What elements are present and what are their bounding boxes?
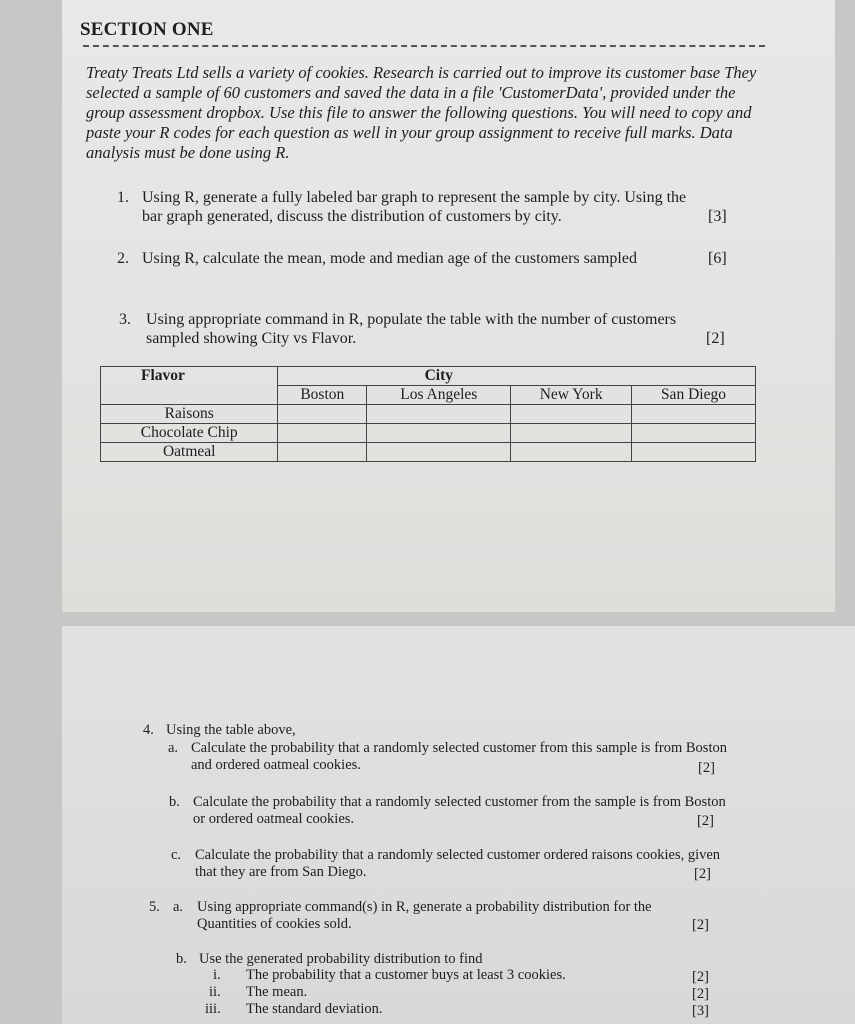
part-label: a. [168, 740, 179, 756]
sub-label: ii. [209, 984, 221, 1000]
question-text: Using the table above, [166, 722, 296, 738]
question-number: 5. [149, 899, 160, 915]
question-marks: [2] [706, 330, 725, 347]
sub-label: iii. [205, 1001, 221, 1017]
part-label: c. [171, 847, 182, 863]
blank-cell[interactable] [511, 424, 631, 443]
question-marks: [3] [708, 208, 727, 225]
blank-cell[interactable] [367, 443, 511, 462]
city-cell: San Diego [631, 386, 755, 405]
part-label: a. [173, 899, 184, 915]
sub-label: i. [213, 967, 221, 983]
part-text: Calculate the probability that a randomly selected customer from this sample is from Boston and ordered oatmeal cookies. [191, 740, 727, 773]
part-marks: [2] [694, 866, 711, 882]
part-marks: [2] [692, 917, 709, 933]
part-label: b. [176, 951, 187, 967]
sub-marks: [2] [692, 969, 709, 985]
question-text: Using appropriate command in R, populate the table with the number of customers sampled showing City vs Flavor. [146, 311, 677, 347]
city-cell: Boston [278, 386, 367, 405]
intro-paragraph: Treaty Treats Ltd sells a variety of cookies. Research is carried out to improve its customer base They selected a sample of 60 customers and saved the data in a file 'CustomerData', provided under the group assessment dropbox. Use this file to answer the following questions. You will need to copy and paste your R codes for each question as well in your group assignment to receive full marks. Data analysis must be done using R. [86, 63, 757, 162]
part-marks: [2] [697, 813, 714, 829]
city-cell: New York [511, 386, 631, 405]
sub-marks: [2] [692, 986, 709, 1002]
blank-cell[interactable] [631, 443, 755, 462]
sub-text: The mean. [246, 984, 308, 1000]
blank-cell[interactable] [511, 405, 631, 424]
question-text: Using R, calculate the mean, mode and median age of the customers sampled [142, 250, 637, 267]
flavor-cell: Oatmeal [101, 443, 278, 462]
sub-text: The standard deviation. [246, 1001, 383, 1017]
table-row [101, 424, 756, 443]
city-cell: Los Angeles [367, 386, 511, 405]
blank-cell[interactable] [278, 405, 367, 424]
section-title: SECTION ONE [80, 19, 214, 40]
city-flavor-table [100, 366, 756, 462]
flavor-cell: Raisons [101, 405, 278, 424]
question-marks: [6] [708, 250, 727, 267]
blank-cell[interactable] [631, 405, 755, 424]
blank-cell[interactable] [631, 424, 755, 443]
part-label: b. [169, 794, 180, 810]
question-number: 1. [117, 189, 129, 206]
flavor-cell: Chocolate Chip [101, 424, 278, 443]
question-number: 2. [117, 250, 129, 267]
table-header-row [101, 367, 756, 386]
sub-text: The probability that a customer buys at least 3 cookies. [246, 967, 566, 983]
city-header: City [367, 367, 511, 386]
blank-cell[interactable] [278, 424, 367, 443]
flavor-header: Flavor [101, 367, 278, 405]
part-text: Calculate the probability that a randomly selected customer from the sample is from Boston or ordered oatmeal cookies. [193, 794, 726, 827]
table-row [101, 443, 756, 462]
part-text: Use the generated probability distribution to find [199, 951, 483, 967]
question-number: 3. [119, 311, 131, 328]
sub-marks: [3] [692, 1003, 709, 1019]
section-divider [83, 45, 765, 47]
blank-cell[interactable] [278, 443, 367, 462]
table-row [101, 405, 756, 424]
part-marks: [2] [698, 760, 715, 776]
blank-cell[interactable] [367, 405, 511, 424]
part-text: Calculate the probability that a randomly selected customer ordered raisons cookies, given that they are from San Diego. [195, 847, 721, 880]
question-text: Using R, generate a fully labeled bar graph to represent the sample by city. Using the bar graph generated, discuss the distribution of customers by city. [142, 189, 687, 225]
blank-cell[interactable] [367, 424, 511, 443]
question-number: 4. [143, 722, 154, 738]
blank-cell[interactable] [511, 443, 631, 462]
part-text: Using appropriate command(s) in R, generate a probability distribution for the Quantities of cookies sold. [197, 899, 652, 932]
